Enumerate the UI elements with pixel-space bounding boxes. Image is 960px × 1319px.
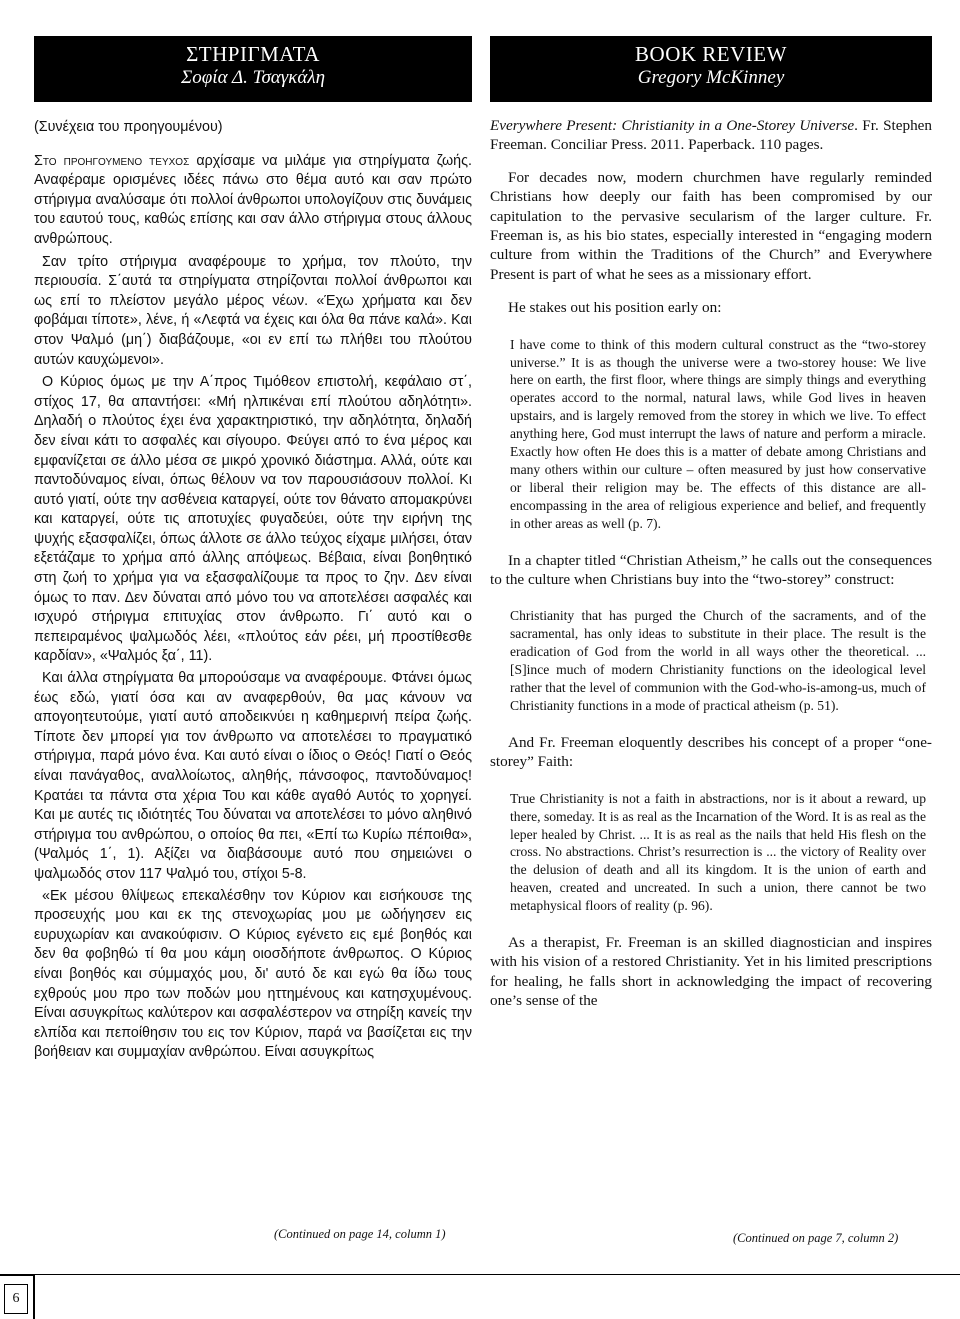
bottom-rule [33,1274,960,1275]
paragraph: Σαν τρίτο στήριγμα αναφέρουμε το χρήμα, τον πλούτο, την περιουσία. Σ΄αυτά τα στηρίγματα στηρίζονται πολλοί άνθρωποι και ως επί το πλείστον μεγάλο μέρος νέων. «Έχω χρήματα και δεν φοβάμαι τίποτε», λένε, ή «Λεφτά να έχεις και όλα θα πάνε καλά». Και στον Ψαλμό (μη΄) διαβάζουμε, «οι εν επί τω πλήθει του πλούτου αυτών καυχώμενοι». [34,253,472,368]
left-column [34,0,472,1063]
paragraph [34,152,472,250]
header-author: Gregory McKinney [637,67,785,88]
continued-from-note: (Συνέχεια του προηγουμένου) [34,119,223,135]
paragraph: In a chapter titled “Christian Atheism,” he calls out the consequences to the culture when Christians buy into the “two-storey” construct: [490,551,932,589]
column-header-stirigmata [34,36,472,102]
header-title: BOOK REVIEW [635,42,787,66]
column-header-book-review [490,36,932,102]
book-citation [490,116,932,155]
book-title: Everywhere Present: Christianity in a One-Storey Universe [490,117,855,134]
continued-note-right: (Continued on page 7, column 2) [733,1231,899,1245]
right-column [490,0,932,1011]
book-info: . Fr. Stephen Freeman. Conciliar Press. 2011. Paperback. 110 pages. [490,117,932,154]
block-quote: Christianity that has purged the Church of the sacraments, and of the sacramental, has only ideas to substitute in their place. The result is the eradication of God from the world in all ways other the theoretical. ... [S]ince much of modern Christianity functions on the ideological level rather that the level of communion with the God-who-is-among-us, much of Christianity functions in a mode of practical atheism (p. 51). [510,608,926,713]
paragraph: «Εκ μέσου θλίψεως επεκαλέσθην τον Κύριον και εισήκουσε της προσευχής μου και εκ της στενοχωρίας μου με ωδήγησεν εις ευρυχωρίαν και ανακούφισιν. Ο Κύριος εγένετο εις εμέ βοηθός και δεν θα φοβηθώ τί θα μου κάμη οιοσδήποτε άνθρωπος. Ο Κύριος είναι βοηθός και σύμμαχός μου, δι' αυτό δε και εγώ θα ίδω τους εχθρούς μου προ των ποδών μου ηττημένους και κατησχυμένους. Είναι ασυγκρίτως καλύτερον και ασφαλέστερον να στηρίξη κανείς την ελπίδα και πεποίθησιν του εις τον Κύριον, παρά να βασίζεται εις την βοήθειαν και συμμαχίαν ανθρώπου. Είναι ασυγκρίτως [34,887,472,1061]
header-author: Σοφία Δ. Τσαγκάλη [180,67,326,88]
paragraph: He stakes out his position early on: [508,299,722,317]
paragraph: Ο Κύριος όμως με την Α΄προς Τιμόθεον επιστολή, κεφάλαιο στ΄, στίχος 17, θα απαντήσει: «Μή ηλπικέναι επί πλούτου αδηλότητι». Δηλαδή ο πλούτος έχει ένα χαρακτηριστικό, την αδηλότητα, δηλαδή δεν είναι κάτι το ασφαλές και σίγουρο. Φεύγει από το ένα μέρος και εμφανίζεται σε άλλο μέσα σε μικρό χρονικό διάστημα. Αλλά, ούτε και παντοδύναμος είναι, όπως θέλουν να τον παρουσιάσουν πολλοί. Κι αυτό γιατί, ούτε την ασθένεια καταργεί, ούτε τον θάνατο απομακρύνει και καταργεί, ούτε τις αποτυχίες φυγαδεύει, ούτε την ειρήνη της ψυχής εξασφαλίζει, όπως άλλοτε σε άλλο τεύχος είχαμε μιλήσει, όταν εξετάζαμε το χρήμα από άλλης απόψεως. Βέβαια, είναι βοηθητικό στη ζωή το χρήμα για να εξασφαλίζουμε τα προς το ζην. Δεν είναι όμως το παν. Δεν δύναται από μόνο του να αποτελέσει ασφαλές και ισχυρό στήριγμα επιτυχίας στον άνθρωπο. Γι΄ αυτό και ο πεπειραμένος ψαλμωδός λέει, «πλούτος εάν ρέει, μή προστίθεσθε καρδίαν», «Ψαλμός ξα΄, 11). [34,374,472,665]
smallcaps-lead: Στο προηγουμενο τευχος [34,152,190,169]
paragraph: Και άλλα στηρίγματα θα μπορούσαμε να αναφέρουμε. Φτάνει όμως έως εδώ, γιατί όσα και αν αναφερθούν, θα μας κάνουν να απογοητευτούμε, γιατί αυτό αποδεικνύει η καθημερινή πείρα ζωής. Τίποτε δεν μπορεί για τον άνθρωπο να αποτελέσει το πραγματικό στήριγμα, παρά μόνο ένα. Και αυτό είναι ο ίδιος ο Θεός! Γιατί ο Θεός είναι πανάγαθος, αναλλοίωτος, αληθής, πάνσοφος, παντοδύναμος! Κρατάει τα πάντα στα χέρια Του και κάθε αγαθό Αυτός το χορηγεί. Και με αυτές τις ιδιότητές Του δύναται να αποτελέσει το μόνο αληθινό στήριγμα του ανθρώπου, ο οποίος θα πει, «Επί τω Κυρίω πέποιθα», (Ψαλμός 1΄, 1). Αξίζει να διαβάσουμε αυτό που σημειώνει ο ψαλμωδός στον 117 Ψαλμό του, στίχοι 5-8. [34,670,472,882]
paragraph-text: αρχίσαμε να μιλάμε για στηρίγματα ζωής. Αναφέραμε ορισμένες ιδέες πάνω στο θέμα αυτό και σαν πρώτο στήριγμα αναλύσαμε ότι πολλοί άνθρωποι υπολογίζουν στις δυνάμεις του εαυτού τους, καθώς επίσης και σαν άλλο στήριγμα στους άλλους ανθρώπους. [34,152,473,247]
paragraph: As a therapist, Fr. Freeman is an skilled diagnostician and inspires with his vision of a restored Christianity. Yet in his limited prescriptions for healing, he falls short in acknowledging the impact of recovering one’s sense of the [490,934,932,1010]
continued-note-left: (Continued on page 14, column 1) [274,1227,446,1241]
page-number: 6 [4,1284,28,1314]
paragraph: And Fr. Freeman eloquently describes his concept of a proper “one-storey” Faith: [490,733,932,771]
block-quote: True Christianity is not a faith in abstractions, nor is it about a reward, up there, someday. It is as real as the Incarnation of the Word. It is as real as the leper healed by Christ. ... It is as real as the nails that held His flesh on the cross. No abstractions. Christ’s resurrection is ... the victory of Reality over the delusion of death and all its kingdom. It is the union of earth and heaven, created and uncreated. In such a union, there cannot be two metaphysical floors of reality (p. 96). [510,790,927,914]
header-title: ΣΤΗΡΙΓΜΑΤΑ [186,42,320,66]
paragraph: For decades now, modern churchmen have regularly reminded Christians how deeply our faith has been compromised by our capitulation to the pervasive secularism of the larger culture. Fr. Freeman is, as his bio states, especially interested in “engaging modern culture from within the Traditions of the Church” and Everywhere Present is part of what he sees as a missionary effort. [490,168,932,283]
page-number-box [0,1274,35,1319]
block-quote: I have come to think of this modern cultural construct as the “two-storey universe.” It is as though the universe were a two-storey house: We live here on earth, the first floor, where things are simply things and everything operates accord to the normal, natural laws, while God lives in heaven upstairs, and is largely removed from the storey in which we live. To effect anything here, God must interrupt the laws of nature and perform a miracle. Exactly how often He does this is a matter of debate among Christians and many others within our culture – often measured by just how conservative or liberal their religion may be. The effects of this distance are all-encompassing in the area of religious experience and belief, and frequently in other areas as well (p. 7). [510,336,926,531]
